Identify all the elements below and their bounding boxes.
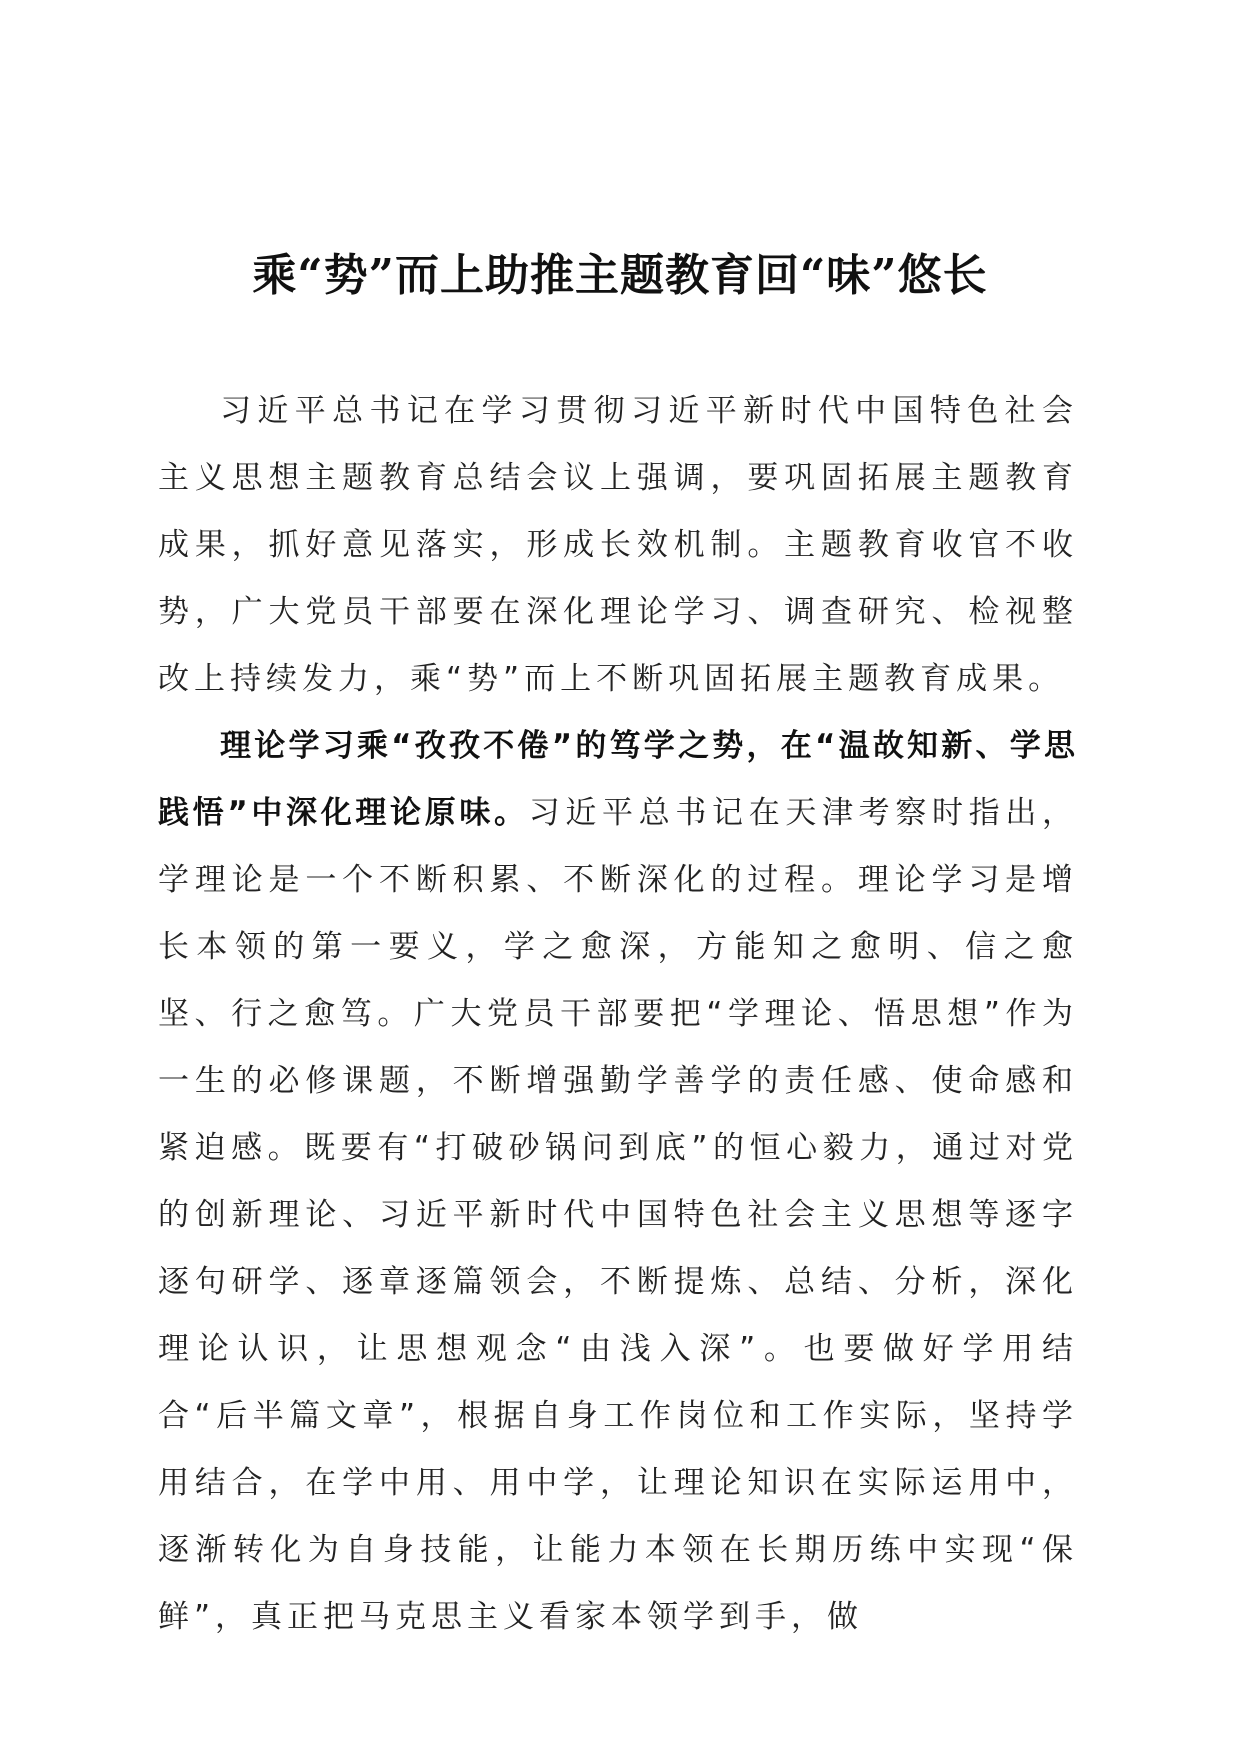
paragraph-intro-text: 习近平总书记在学习贯彻习近平新时代中国特色社会主义思想主题教育总结会议上强调，要巩固拓展主题教育成果，抓好意见落实，形成长效机制。主题教育收官不收势，广大党员干部要在深化理论学习、调查研究、检视整改上持续发力，乘“势”而上不断巩固拓展主题教育成果。: [158, 393, 1078, 697]
paragraph-theory-study-lead: 理论学习乘“孜孜不倦”的笃学之势，在“温故知新、学思践悟”中深化理论原味。: [158, 728, 1078, 831]
paragraph-theory-study: [158, 713, 1078, 1651]
paragraph-theory-study-text: 习近平总书记在天津考察时指出，学理论是一个不断积累、不断深化的过程。理论学习是增长本领的第一要义，学之愈深，方能知之愈明、信之愈坚、行之愈笃。广大党员干部要把“学理论、悟思想”作为一生的必修课题，不断增强勤学善学的责任感、使命感和紧迫感。既要有“打破砂锅问到底”的恒心毅力，通过对党的创新理论、习近平新时代中国特色社会主义思想等逐字逐句研学、逐章逐篇领会，不断提炼、总结、分析，深化理论认识，让思想观念“由浅入深”。也要做好学用结合“后半篇文章”，根据自身工作岗位和工作实际，坚持学用结合，在学中用、用中学，让理论知识在实际运用中，逐渐转化为自身技能，让能力本领在长期历练中实现“保鲜”，真正把马克思主义看家本领学到手，做: [158, 795, 1079, 1635]
paragraph-intro: [158, 378, 1078, 713]
document-title: 乘“势”而上助推主题教育回“味”悠长: [252, 250, 988, 301]
document-body: [158, 378, 1078, 1651]
